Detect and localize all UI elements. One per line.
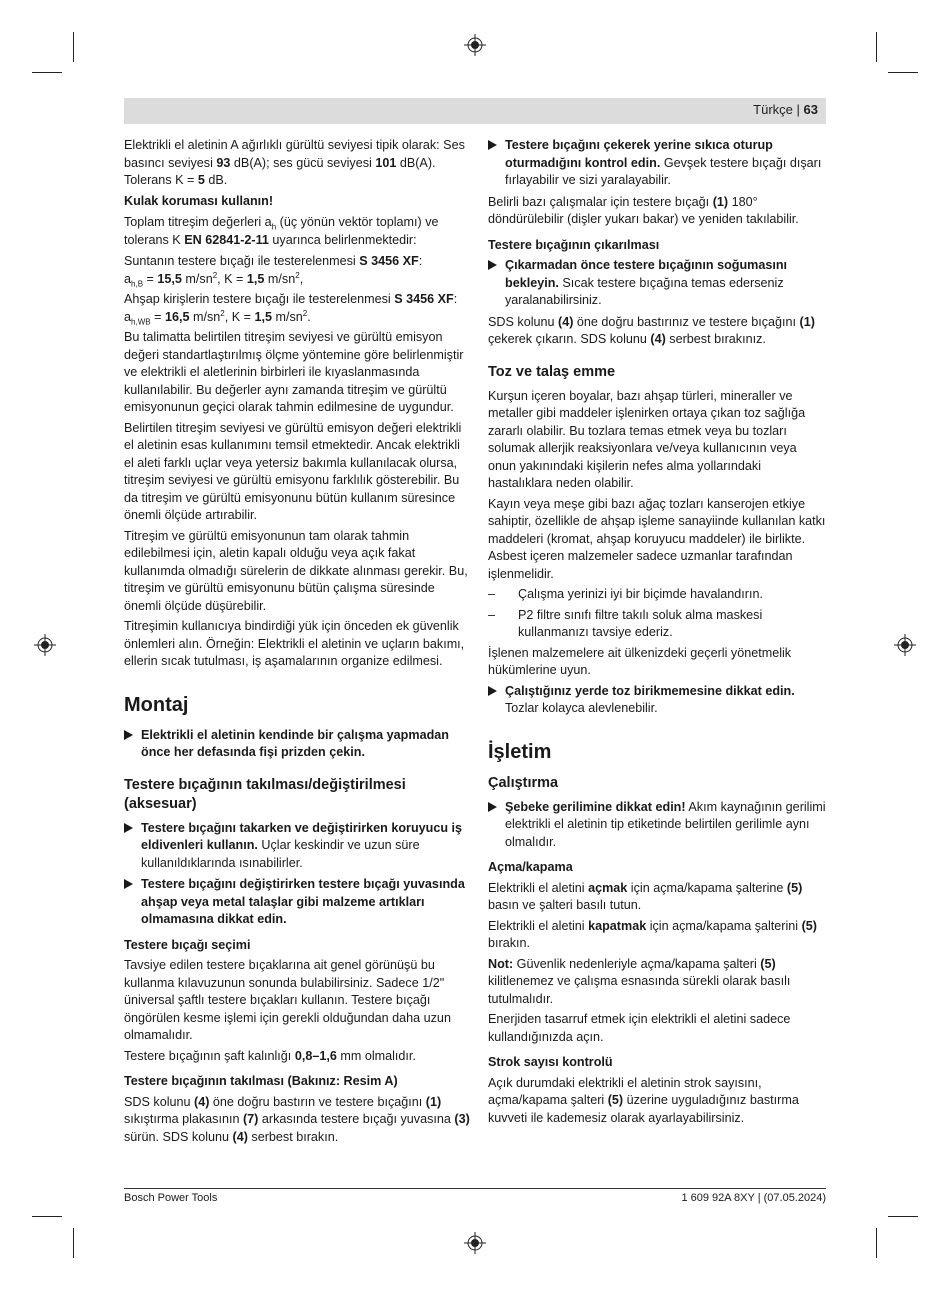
bullet-check-seat: Testere bıçağını çekerek yerine sıkıca oturup oturmadığını kontrol edin. Gevşek testere bıçağı dışarı fırlayabilir ve sizi yaralayabilir. [488,137,828,190]
dust-paragraph-1: Kurşun içeren boyalar, bazı ahşap türleri, mineraller ve metaller gibi maddeler işlenirken ortaya çıkan toz sağlığa zararlı olabilir. Bu tozlara temas etmek veya bu tozları solumak allerjik reaksiyonlara ve/veya kullanıcının veya onun yakınındaki kişilerin nefes alma yollarındaki hastalıklara neden olabilir. [488,388,806,490]
header-language: Türkçe [753,102,793,117]
footer-divider [124,1188,826,1189]
safety-measures-paragraph: Titreşimin kullanıcıya bindirdiği yük için önceden ek güvenlik önlemleri alın. Örneğin: Elektrikli el aletinin ve uçların bakımı, ellerin sıcak tutulması, iş aşamalarının organize edilmesi. [124,619,465,668]
usage-paragraph: Belirtilen titreşim seviyesi ve gürültü emisyon değeri elektrikli el aletinin esas kullanımını temsil etmektedir. Ancak elektrikli el aleti farklı uçlar veya yetersiz bakımla kullanılacak olursa, titreşim seviyesi ve gürültü emisyonu farklılık gösterebilir. Bu da titreşim ve gürültü emisyonunu bütün kullanım süresince önemli ölçüde artırabilir. [124,420,462,522]
footer-document-number: 1 609 92A 8XY | (07.05.2024) [681,1192,826,1204]
heading-dust-extraction: Toz ve talaş emme [488,363,616,380]
dash-item-ventilate: – Çalışma yerinizi iyi bir biçimde havalandırın. [488,587,763,601]
note-paragraph: Not: Güvenlik nedenleriyle açma/kapama şalteri (5) kilitlenemez ve çalışma esnasında sürekli olarak basılı tutulmalıdır. [488,956,791,1006]
dust-paragraph-2: Kayın veya meşe gibi bazı ağaç tozları kanserojen etkiye sahiptir, özellikle de ahşap işleme sanayiinde kullanılan katkı maddeleri (kromat, ahşap koruyucu maddeler) ile birlikte. Asbest içeren malzemeler sadece uzmanlar tarafından işlenmelidir. [488,496,826,581]
heading-on-off: Açma/kapama [488,860,573,874]
heading-stroke-control: Strok sayısı kontrolü [488,1055,613,1069]
bullet-arrow-icon [488,140,497,150]
crop-mark [888,72,918,73]
header-text [753,102,818,117]
bullet-voltage: Şebeke gerilimine dikkat edin! Akım kaynağının gerilimi elektrikli el aletinin tip etiketinde belirtilen gerilimle aynı olmalıdır. [488,799,828,852]
ear-protection-warning: Kulak koruması kullanın! [124,193,274,208]
shaft-thickness-paragraph: Testere bıçağının şaft kalınlığı 0,8–1,6 mm olmalıdır. [124,1048,416,1063]
crop-mark [32,72,62,73]
crop-mark [73,1228,74,1258]
switch-on-paragraph: Elektrikli el aletini açmak için açma/kapama şalterine (5) basın ve şalteri basılı tutun. [488,880,803,912]
bullet-cool-down: Çıkarmadan önce testere bıçağının soğumasını bekleyin. Sıcak testere bıçağına temas ederseniz yaralanabilirsiniz. [488,257,828,310]
page-number: 63 [803,102,818,117]
bullet-arrow-icon [124,823,133,833]
section-title-operation: İşletim [488,740,552,763]
heading-start: Çalıştırma [488,774,559,791]
section-title-montaj: Montaj [124,693,189,716]
bullet-arrow-icon [124,879,133,889]
dust-paragraph-3: İşlenen malzemelere ait ülkenizdeki geçerli yönetmelik hükümlerine uyun. [488,645,792,677]
heading-blade-selection: Testere bıçağı seçimi [124,937,251,952]
bullet-arrow-icon [124,730,133,740]
bullet-residue: Testere bıçağını değiştirirken testere bıçağı yuvasında ahşap veya metal talaşlar gibi malzeme artıkları olmamasına dikkat edin. [124,876,472,929]
noise-paragraph: Elektrikli el aletinin A ağırlıklı gürültü seviyesi tipik olarak: Ses basıncı seviyesi 93 dB(A); ses gücü seviyesi 101 dB(A). Tolerans K = 5 dB. [124,138,465,187]
measurement-paragraph: Bu talimatta belirtilen titreşim seviyesi ve gürültü emisyon değeri standartlaştırılmış ölçme yöntemine göre belirlenmiştir ve elektrikli el aletlerinin birbirleri ile kıyaslanmasında kullanılabilir. Bu değerler aynı zamanda titreşim ve gürültü emisyonunun geçici olarak tahmin edilmesine de uygundur. [124,330,464,414]
energy-saving-paragraph: Enerjiden tasarruf etmek için elektrikli el aletini sadece kullandığınızda açın. [488,1012,791,1044]
switch-off-paragraph: Elektrikli el aletini kapatmak için açma/kapama şalterini (5) bırakın. [488,918,817,950]
heading-blade-remove: Testere bıçağının çıkarılması [488,237,660,252]
page-header [124,98,826,124]
bullet-arrow-icon [488,686,497,696]
vibration-paragraph: Toplam titreşim değerleri $a_h$ (üç yönün vektör toplamı) ve tolerans K EN 62841-2-11 uyarınca belirlenmektedir: [124,215,439,247]
right-column [488,137,828,1130]
bullet-unplug: Elektrikli el aletinin kendinde bir çalışma yapmadan önce her defasında fişi prizden çekin. [124,727,472,762]
heading-blade-insert: Testere bıçağının takılması (Bakınız: Resim A) [124,1074,398,1088]
wood-beam-vibration: Ahşap kirişlerin testere bıçağı ile testerelenmesi S 3456 XF: $a_{h,WB} = 16,5$ $m/sn^2$, K = 1,5 $m/sn^2$. [124,292,458,327]
registration-mark-icon [894,634,916,656]
blade-rotate-paragraph: Belirli bazı çalışmalar için testere bıçağı (1) 180° döndürülebilir (dişler yukarı bakar) ve yeniden takılabilir. [488,194,799,226]
crop-mark [32,1216,62,1217]
crop-mark [876,1228,877,1258]
chipboard-vibration: Suntanın testere bıçağı ile testerelenmesi S 3456 XF: $a_{h,B} = 15,5$ $m/sn^2$, K = 1,5 $m/sn^2$, [124,254,423,289]
bullet-gloves: Testere bıçağını takarken ve değiştirirken koruyucu iş eldivenleri kullanın. Uçlar keskindir ve uzun süre kullanıldıklarında ısınabilirler. [124,820,472,873]
blade-remove-paragraph: SDS kolunu (4) öne doğru bastırınız ve testere bıçağını (1) çekerek çıkarın. SDS kolunu (4) serbest bırakınız. [488,314,815,346]
bullet-arrow-icon [488,802,497,812]
bullet-arrow-icon [488,260,497,270]
crop-mark [888,1216,918,1217]
footer-brand: Bosch Power Tools [124,1192,218,1204]
crop-mark [876,32,877,62]
registration-mark-icon [464,1232,486,1254]
registration-mark-icon [464,34,486,56]
blade-selection-paragraph: Tavsiye edilen testere bıçaklarına ait genel görünüşü bu kullanma kılavuzunun sonunda bulabilirsiniz. Sadece 1/2" üniversal şaftlı testere bıçakları kullanın. Testere bıçağı öngörülen kesme işlemi için gerekli olduğundan daha uzun olmamalıdır. [124,958,451,1042]
blade-insert-paragraph: SDS kolunu (4) öne doğru bastırın ve testere bıçağını (1) sıkıştırma plakasının (7) arkasında testere bıçağı yuvasına (3) sürün. SDS kolunu (4) serbest bırakın. [124,1094,470,1144]
crop-mark [73,32,74,62]
left-column [124,137,472,1149]
heading-blade-install: Testere bıçağının takılması/değiştirilmesi (aksesuar) [124,776,406,812]
dash-item-mask: – P2 filtre sınıfı filtre takılı soluk alma maskesi kullanmanızı tavsiye ederiz. [488,607,763,639]
header-separator: | [796,102,800,117]
registration-mark-icon [34,634,56,656]
stroke-control-paragraph: Açık durumdaki elektrikli el aletinin strok sayısını, açma/kapama şalteri (5) üzerine uyguladığınız bastırma kuvveti ile kademesiz olarak ayarlayabilirsiniz. [488,1075,799,1125]
bullet-dust-accumulation: Çalıştığınız yerde toz birikmemesine dikkat edin. Tozlar kolayca alevlenebilir. [488,683,828,718]
estimation-paragraph: Titreşim ve gürültü emisyonunun tam olarak tahmin edilebilmesi için, aletin kapalı olduğu veya açık fakat kullanımda olmadığı sürelerin de dikkate alınması gerekir. Bu, titreşim ve gürültü emisyonunu bütün çalışma süresinde önemli ölçüde düşürebilir. [124,528,468,613]
